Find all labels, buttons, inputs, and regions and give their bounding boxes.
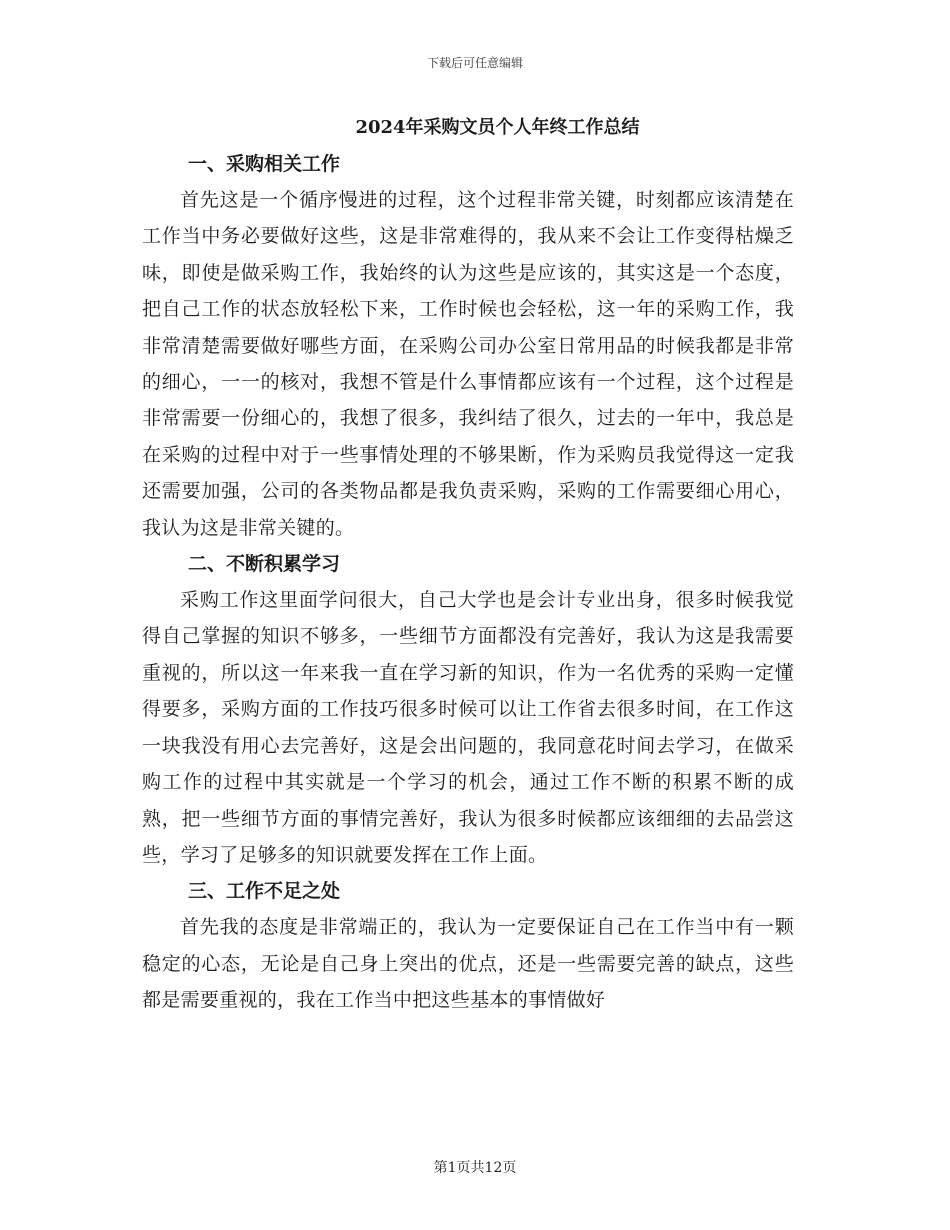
page-number: 第1页共12页 bbox=[433, 1160, 517, 1176]
section-heading-2: 二、不断积累学习 bbox=[188, 553, 341, 576]
section-paragraph-1: 首先这是一个循序慢进的过程，这个过程非常关键，时刻都应该清楚在工作当中务必要做好这些，这是非常难得的，我从来不会让工作变得枯燥乏味，即使是做采购工作，我始终的认为这些是应该的，其实这是一个态度，把自己工作的状态放轻松下来，工作时候也会轻松，这一年的采购工作，我非常清楚需要做好哪些方面，在采购公司办公室日常用品的时候我都是非常的细心，一一的核对，我想不管是什么事情都应该有一个过程，这个过程是非常需要一份细心的，我想了很多，我纠结了很久，过去的一年中，我总是在采购的过程中对于一些事情处理的不够果断，作为采购员我觉得这一定我还需要加强，公司的各类物品都是我负责采购，采购的工作需要细心用心，我认为这是非常关键的。 bbox=[142, 189, 794, 539]
section-heading-1: 一、采购相关工作 bbox=[188, 153, 341, 175]
section-paragraph-2: 采购工作这里面学问很大，自己大学也是会计专业出身，很多时候我觉得自己掌握的知识不够多，一些细节方面都没有完善好，我认为这是我需要重视的，所以这一年来我一直在学习新的知识，作为一名优秀的采购一定懂得要多，采购方面的工作技巧很多时候可以让工作省去很多时间，在工作这一块我没有用心去完善好，这是会出问题的，我同意花时间去学习，在做采购工作的过程中其实就是一个学习的机会，通过工作不断的积累不断的成熟，把一些细节方面的事情完善好，我认为很多时候都应该细细的去品尝这些，学习了足够多的知识就要发挥在工作上面。 bbox=[142, 589, 794, 866]
section-paragraph-3: 首先我的态度是非常端正的，我认为一定要保证自己在工作当中有一颗稳定的心态，无论是自己身上突出的优点，还是一些需要完善的缺点，这些都是需要重视的，我在工作当中把这些基本的事情做好 bbox=[142, 916, 794, 1012]
section-heading-3: 三、工作不足之处 bbox=[188, 880, 341, 903]
document-body bbox=[142, 146, 794, 1019]
document-title: 2024年采购文员个人年终工作总结 bbox=[355, 117, 640, 138]
header-note: 下载后可任意编辑 bbox=[426, 56, 523, 70]
